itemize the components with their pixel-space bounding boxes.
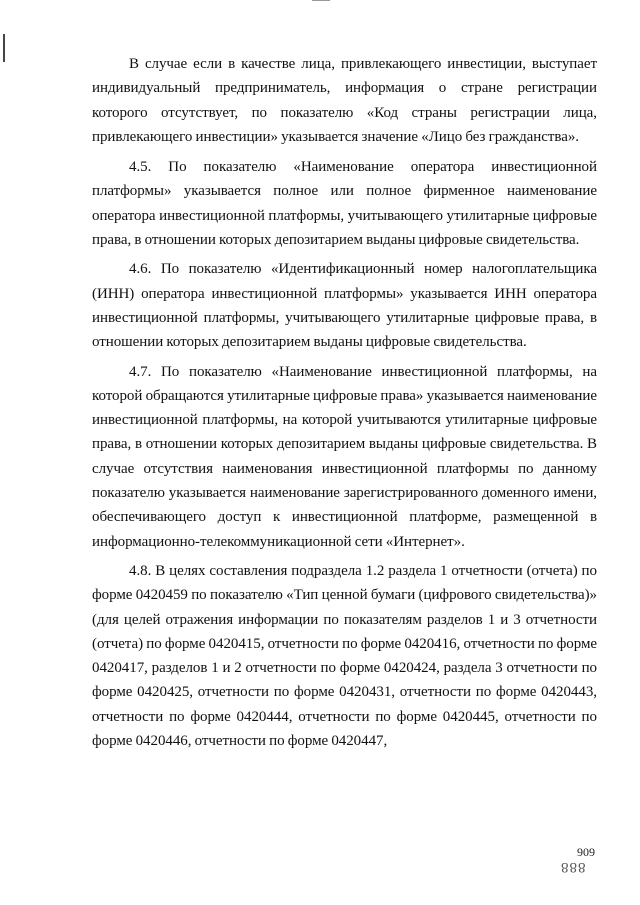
scan-top-mark xyxy=(312,0,330,1)
paragraph-4-7: 4.7. По показателю «Наименование инвестиционной платформы, на которой обращаются утилитарные цифровые права» указывается наименование инвестиционной платформы, на которой учитываются утилитарные цифровые права, в отношении которых депозитарием выданы цифровые свидетельства. В случае отсутствия наименования инвестиционной платформы по данному показателю указывается наименование зарегистрированного доменного имени, обеспечивающего доступ к инвестиционной платформе, размещенной в информационно-телекоммуникационной сети «Интернет». xyxy=(92,363,597,550)
page-number: 909 xyxy=(577,845,595,859)
paragraph-4-5: 4.5. По показателю «Наименование оператора инвестиционной платформы» указывается полное или полное фирменное наименование оператора инвестиционной платформы, учитывающего утилитарные цифровые права, в отношении которых депозитарием выданы цифровые свидетельства. xyxy=(92,159,597,249)
paragraph-citizenship-note: В случае если в качестве лица, привлекающего инвестиции, выступает индивидуальный предприниматель, информация о стране регистрации которого отсутствует, по показателю «Код страны регистрации лица, привлекающего инвестиции» указывается значение «Лицо без гражданства». xyxy=(92,56,597,145)
paragraph-4-8: 4.8. В целях составления подраздела 1.2 раздела 1 отчетности (отчета) по форме 0420459 по показателю «Тип ценной бумаги (цифрового свидетельства)» (для целей отражения информации по показателям разделов 1 и 3 отчетности (отчета) по форме 0420415, отчетности по форме 0420416, отчетности по форме 0420417, разделов 1 и 2 отчетности по форме 0420424, раздела 3 отчетности по форме 0420425, отчетности по форме 0420431, отчетности по форме 0420443, отчетности по форме 0420444, отчетности по форме 0420445, отчетности по форме 0420446, отчетности по форме 0420447, xyxy=(92,562,597,750)
document-body xyxy=(92,52,597,758)
handwritten-page-stamp: 888 xyxy=(560,859,586,875)
scan-left-margin-mark xyxy=(3,34,5,62)
paragraph-4-6: 4.6. По показателю «Идентификационный номер налогоплательщика (ИНН) оператора инвестиционной платформы» указывается ИНН оператора инвестиционной платформы, учитывающего утилитарные цифровые права, в отношении которых депозитарием выданы цифровые свидетельства. xyxy=(92,261,597,351)
